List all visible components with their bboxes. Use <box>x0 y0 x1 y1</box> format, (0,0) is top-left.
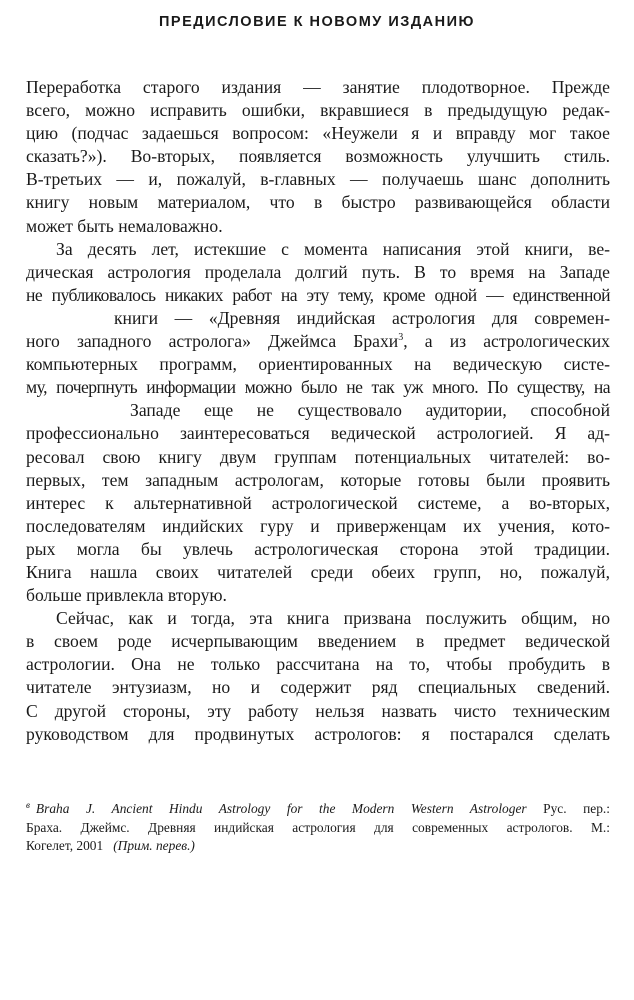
text-line: последователям индийских гуру и приверженцам их учения, кото- <box>26 515 610 536</box>
footnote-line <box>26 800 610 819</box>
page-title: ПРЕДИСЛОВИЕ К НОВОМУ ИЗДАНИЮ <box>159 14 475 30</box>
text-line: За десять лет, истекшие с момента написания этой книги, ве- <box>56 238 610 259</box>
footnote-text: Рус. пер.: <box>543 801 611 816</box>
text-line: му, почерпнуть информации можно было не так уж много. По существу, на <box>26 377 610 398</box>
text-line: может быть немаловажно. <box>26 215 223 236</box>
text-line: Переработка старого издания — занятие плодотворное. Прежде <box>26 77 610 97</box>
text-line: рых могла бы увлечь астрологическая сторона этой традиции. <box>26 538 610 559</box>
main-text <box>26 76 610 746</box>
footnote-mark: в <box>26 799 30 810</box>
text-line: Книга нашла своих читателей среди обеих групп, но, пожалуй, <box>26 561 610 582</box>
text-line: астрологии. Она не только рассчитана на то, чтобы пробудить в <box>26 654 610 675</box>
text-line: больше привлекла вторую. <box>26 585 227 606</box>
text-line: профессионально заинтересоваться ведической астрологией. Я ад- <box>26 423 610 444</box>
text-line: С другой стороны, эту работу нельзя назвать чисто техническим <box>26 700 610 721</box>
footnote-reference: 3 <box>398 332 404 344</box>
text-line: руководством для продвинутых астрологов: я постарался сделать <box>26 723 610 744</box>
text-line: всего, можно исправить ошибки, вкравшиеся в предыдущую редак- <box>26 100 610 121</box>
text-line: первых, тем западным астрологам, которые готовы были проявить <box>26 469 610 490</box>
text-line: интерес к альтернативной астрологической системе, а во-вторых, <box>26 492 610 513</box>
text-line: не публиковалось никаких работ на эту тему, кроме одной — единственной <box>26 284 610 305</box>
text-line: компьютерных программ, ориентированных на ведическую систе- <box>26 354 610 375</box>
footnote-reference-title: Braha J. Ancient Hindu Astrology for the Modern Western Astrologer <box>35 801 527 816</box>
text-line: цию (подчас задаешься вопросом: «Неужели я и вправду мог такое <box>26 123 610 144</box>
text-fragment: , а из астрологических <box>403 331 610 352</box>
text-line: дическая астрология проделала долгий путь. В то время на Западе <box>26 261 610 282</box>
translator-note: (Прим. перев.) <box>113 838 195 853</box>
text-line: Сейчас, как и тогда, эта книга призвана послужить общим, но <box>56 608 610 629</box>
footnote-line: Браха. Джеймс. Древняя индийская астрология для современных астрологов. М.: <box>26 819 610 835</box>
text-line: книги — «Древняя индийская астрология для современ- <box>114 307 610 328</box>
text-line: в своем роде исчерпывающим введением в предмет ведической <box>26 631 610 652</box>
text-line <box>26 330 610 353</box>
text-line: ресовал свою книгу двум группам потенциальных читателей: во- <box>26 446 610 467</box>
footnote <box>26 800 610 856</box>
footnote-text: Когелет, 2001 <box>26 838 104 853</box>
text-fragment: ного западного астролога» Джеймса Брахи <box>26 331 399 352</box>
footnote-line <box>26 837 610 856</box>
text-line: книгу новым материалом, что в быстро развивающейся области <box>26 192 610 213</box>
text-line: сказать?»). Во-вторых, появляется возможность улучшить стиль. <box>26 146 610 167</box>
text-line: читателе энтузиазм, но и содержит ряд специальных сведений. <box>26 677 610 698</box>
text-line: В-третьих — и, пожалуй, в-главных — получаешь шанс дополнить <box>26 169 610 190</box>
text-line: Западе еще не существовало аудитории, способной <box>130 400 610 421</box>
